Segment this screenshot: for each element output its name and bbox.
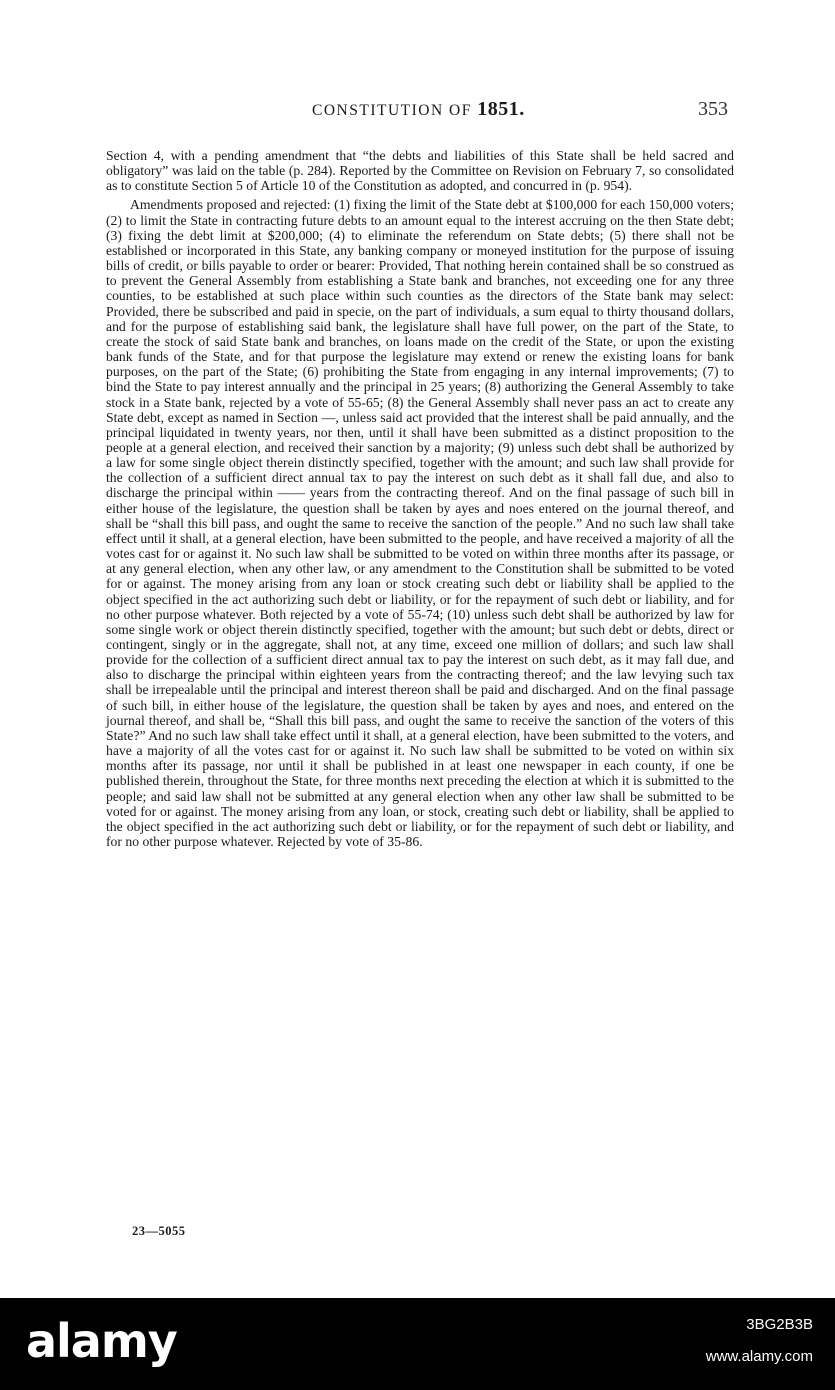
paragraph-2: Amendments proposed and rejected: (1) fixing the limit of the State debt at $100,000 for each 150,000 voters; (2) to limit the State in contracting future debts to an amount equal to the interest accruing on the then State debt; (3) fixing the debt limit at $200,000; (4) to eliminate the referendum on State debts; (5) there shall not be established or incorporated in this State, any banking company or moneyed institution for the purpose of issuing bills of credit, or bills payable to order or bearer: Provided, That nothing herein contained shall be so construed as to prevent the General Assembly from establishing a State bank and branches, not exceeding one for any three counties, to be established at such place within such counties as the directors of the State bank may select: Provided, there be subscribed and paid in specie, on the part of individuals, a sum equal to thirty thousand dollars, and for the purpose of establishing said bank, the legislature shall have full power, on the part of the State, to create the stock of said State bank and branches, on loans made on the credit of the State, or upon the existing bank funds of the State, and for that purpose the legislature may extend or renew the existing loans for bank purposes, on the part of the State; (6) prohibiting the State from engaging in any internal improvements; (7) to bind the State to pay interest annually and the principal in 25 years; (8) authorizing the General Assembly to take stock in a State bank, rejected by a vote of 55-65; (8) the General Assembly shall never pass an act to create any State debt, except as named in Section —, unless said act provided that the interest shall be paid annually, and the principal liquidated in twenty years, nor then, until it shall have been submitted as a distinct proposition to the people at a general election, and received their sanction by a majority; (9) unless such debt shall be authorized by a law for some single object therein distinctly specified, together with the amount; and such law shall provide for the collection of a sufficient direct annual tax to pay the interest on such debt as it shall fall due, and also to discharge the principal within —— years from the contracting thereof. And on the final passage of such bill in either house of the legislature, the question shall be taken by ayes and noes entered on the journal thereof, and shall be “shall this bill pass, and ought the same to receive the sanction of the people.” And no such law shall take effect until it shall, at a general election, have been submitted to the people, and have received a majority of all the votes cast for or against it. No such law shall be submitted to be voted on within three months after its passage, or at any general election, when any other law, or any amendment to the Constitution shall be submitted to be voted for or against. The money arising from any loan or stock creating such debt or liability shall be applied to the object specified in the act authorizing such debt or liability, or for the repayment of such debt or liability, and for no other purpose whatever. Both rejected by a vote of 55-74; (10) unless such debt shall be authorized by law for some single work or object therein distinctly specified, together with the amount; but such debt or debts, direct or contingent, singly or in the aggregate, shall not, at any time, exceed one million of dollars; and such law shall provide for the collection of a sufficient direct annual tax to pay the interest on such debt, as it may fall due, and also to discharge the principal within eighteen years from the contracting thereof; and the law levying such tax shall be irrepealable until the principal and interest thereon shall be paid and discharged. And on the final passage of such bill, in either house of the legislature, the question shall be taken by ayes and noes, and entered on the journal thereof, and shall be, “Shall this bill pass, and ought the same to receive the sanction of the voters of this State?” And no such law shall take effect until it shall, at a general election, have been submitted to the voters, and have a majority of all the votes cast for or against it. No such law shall be submitted to be voted on within six months after its passage, nor until it shall be published in at least one newspaper in each county, if one be published therein, throughout the State, for three months next preceding the election at which it is submitted to the people; and said law shall not be submitted at any general election when any other law shall be submitted to be voted for or against. The money arising from any loan, or stock, creating such debt or liability, shall be applied to the object specified in the act authorizing such debt or liability, or for the repayment of such debt or liability, and for no other purpose whatever. Rejected by vote of 35-86. <box>106 197 734 850</box>
running-title-year: 1851. <box>477 98 525 120</box>
watermark-image-id: 3BG2B3B <box>746 1316 813 1333</box>
page-number: 353 <box>698 98 728 120</box>
watermark-url: www.alamy.com <box>705 1348 813 1365</box>
page-header <box>0 98 835 124</box>
watermark-logo: alamy <box>26 1314 177 1368</box>
running-title <box>312 98 525 121</box>
body-text <box>106 148 734 849</box>
signature-mark: 23—5055 <box>132 1224 186 1238</box>
watermark-bar <box>0 1298 835 1390</box>
running-title-text: CONSTITUTION OF <box>312 102 472 119</box>
paragraph-1: Section 4, with a pending amendment that “the debts and liabilities of this State shall be held sacred and obligatory” was laid on the table (p. 284). Reported by the Committee on Revision on February 7, so consolidated as to constitute Section 5 of Article 10 of the Constitution as adopted, and concurred in (p. 954). <box>106 148 734 194</box>
